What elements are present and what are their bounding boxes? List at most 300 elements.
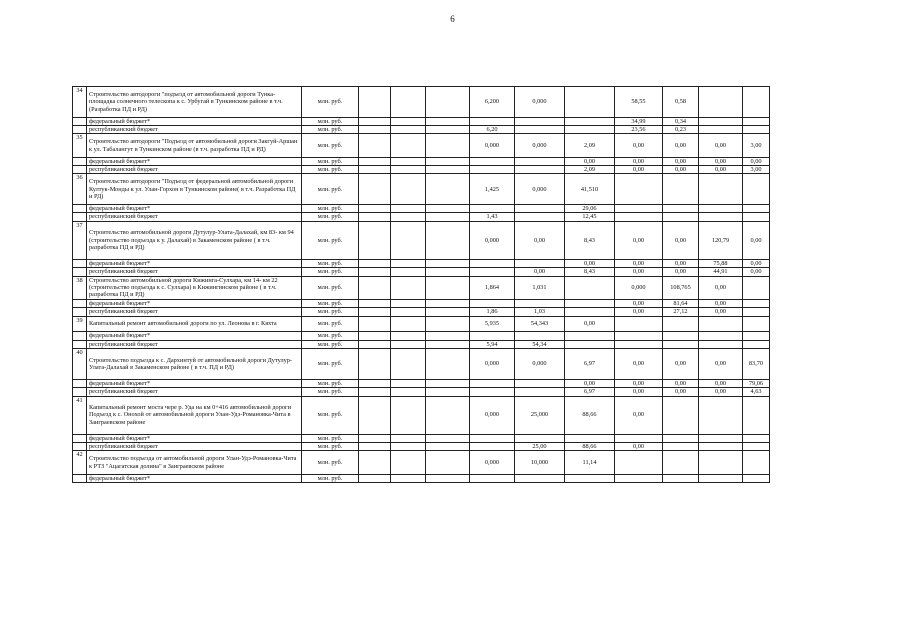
row-number-cell	[73, 117, 87, 125]
value-cell	[359, 434, 391, 442]
value-cell	[565, 434, 615, 442]
value-cell: 6,200	[470, 87, 515, 118]
value-cell	[615, 474, 663, 482]
value-cell	[615, 451, 663, 474]
value-cell: 88,66	[565, 443, 615, 451]
value-cell	[391, 157, 426, 165]
value-cell	[515, 205, 565, 213]
table-row-budget	[73, 166, 770, 174]
value-cell	[699, 396, 743, 434]
row-unit-cell: млн. руб.	[302, 388, 359, 396]
row-name-cell: Строительство подъезда к с. Дархинтуй от автомобильной дороги Дутулур-Улата-Далахай в Закаменском районе ( в т.ч. ПД и РД)	[87, 349, 302, 380]
value-cell	[359, 117, 391, 125]
table-row-project	[73, 349, 770, 380]
value-cell	[470, 299, 515, 307]
value-cell: 6,97	[565, 349, 615, 380]
value-cell: 10,000	[515, 451, 565, 474]
value-cell: 1,425	[470, 174, 515, 205]
table-row-project	[73, 87, 770, 118]
value-cell	[515, 388, 565, 396]
value-cell	[391, 259, 426, 267]
value-cell: 0,000	[515, 87, 565, 118]
value-cell	[615, 434, 663, 442]
value-cell	[470, 157, 515, 165]
table-row-project	[73, 451, 770, 474]
value-cell: 88,66	[565, 396, 615, 434]
value-cell: 0,00	[615, 349, 663, 380]
value-cell	[359, 308, 391, 316]
row-number-cell	[73, 388, 87, 396]
value-cell: 0,00	[663, 166, 699, 174]
row-number-cell: 42	[73, 451, 87, 474]
value-cell	[359, 134, 391, 157]
value-cell	[743, 276, 770, 299]
row-number-cell: 35	[73, 134, 87, 157]
row-name-cell: Строительство автодороги "Подъезд от федеральной автомобильной дороги Култук-Монды к ул. Улан-Горхон в Тункинском районе( в т.ч. Разработка ПД и РД)	[87, 174, 302, 205]
value-cell: 0,000	[515, 134, 565, 157]
value-cell: 0,00	[663, 388, 699, 396]
value-cell: 2,09	[565, 134, 615, 157]
value-cell	[663, 474, 699, 482]
value-cell	[391, 474, 426, 482]
value-cell: 0,23	[663, 126, 699, 134]
value-cell	[426, 340, 470, 348]
value-cell	[663, 316, 699, 332]
value-cell	[515, 379, 565, 387]
value-cell	[391, 396, 426, 434]
value-cell	[391, 340, 426, 348]
value-cell: 54,343	[515, 316, 565, 332]
value-cell: 6,20	[470, 126, 515, 134]
value-cell	[359, 332, 391, 340]
value-cell: 0,00	[699, 157, 743, 165]
value-cell: 27,12	[663, 308, 699, 316]
value-cell: 0,00	[615, 221, 663, 259]
value-cell	[470, 434, 515, 442]
row-name-cell: Строительство автодороги "Подъезд от автомобильной дороги Закгуй-Аршан к ул. Табалангут в Тункинском районе (в т.ч. разработка ПД и РД)	[87, 134, 302, 157]
row-name-cell: федеральный бюджет*	[87, 379, 302, 387]
value-cell: 0,00	[615, 443, 663, 451]
value-cell: 0,00	[699, 299, 743, 307]
value-cell	[565, 299, 615, 307]
value-cell	[391, 134, 426, 157]
value-cell: 1,86	[470, 308, 515, 316]
row-unit-cell: млн. руб.	[302, 205, 359, 213]
value-cell: 120,79	[699, 221, 743, 259]
value-cell	[359, 340, 391, 348]
value-cell	[699, 316, 743, 332]
row-name-cell: Строительство автодороги "подъезд от автомобильной дороги Тунка-площадка солнечного телескопа к с. Урбугай в Тункинском районе в т.ч. (Разработка ПД и РД)	[87, 87, 302, 118]
row-name-cell: Строительство автомобильной дороги Дутулур-Улата-Далахай, км 83- км 94 (строительство подъезда к у. Далахай) в Закаменском районе ( в т.ч. разработка ПД и РД)	[87, 221, 302, 259]
value-cell	[743, 443, 770, 451]
value-cell	[663, 332, 699, 340]
value-cell	[470, 388, 515, 396]
table-row-budget	[73, 443, 770, 451]
value-cell: 0,000	[515, 174, 565, 205]
value-cell: 12,45	[565, 213, 615, 221]
value-cell	[426, 134, 470, 157]
row-number-cell: 39	[73, 316, 87, 332]
row-unit-cell: млн. руб.	[302, 443, 359, 451]
row-unit-cell: млн. руб.	[302, 276, 359, 299]
value-cell	[391, 332, 426, 340]
table-row-budget	[73, 340, 770, 348]
row-number-cell: 38	[73, 276, 87, 299]
value-cell	[426, 87, 470, 118]
row-number-cell: 41	[73, 396, 87, 434]
value-cell: 0,00	[615, 166, 663, 174]
row-number-cell	[73, 299, 87, 307]
value-cell: 0,000	[470, 349, 515, 380]
value-cell	[565, 332, 615, 340]
value-cell: 25,000	[515, 396, 565, 434]
value-cell	[615, 213, 663, 221]
value-cell: 0,00	[615, 259, 663, 267]
value-cell	[426, 213, 470, 221]
value-cell	[743, 451, 770, 474]
row-unit-cell: млн. руб.	[302, 134, 359, 157]
value-cell	[391, 388, 426, 396]
value-cell	[359, 388, 391, 396]
row-number-cell	[73, 332, 87, 340]
value-cell	[391, 205, 426, 213]
row-name-cell: республиканский бюджет	[87, 340, 302, 348]
value-cell	[359, 221, 391, 259]
row-number-cell	[73, 443, 87, 451]
value-cell: 0,00	[615, 388, 663, 396]
value-cell	[359, 166, 391, 174]
row-number-cell	[73, 157, 87, 165]
table-row-budget	[73, 308, 770, 316]
row-unit-cell: млн. руб.	[302, 299, 359, 307]
value-cell	[391, 87, 426, 118]
value-cell: 0,000	[470, 396, 515, 434]
table-row-budget	[73, 379, 770, 387]
value-cell: 5,935	[470, 316, 515, 332]
row-unit-cell: млн. руб.	[302, 117, 359, 125]
row-name-cell: федеральный бюджет*	[87, 434, 302, 442]
table-row-budget	[73, 299, 770, 307]
value-cell	[515, 474, 565, 482]
value-cell: 0,00	[615, 268, 663, 276]
row-unit-cell: млн. руб.	[302, 87, 359, 118]
value-cell	[743, 396, 770, 434]
row-number-cell: 34	[73, 87, 87, 118]
row-name-cell: республиканский бюджет	[87, 268, 302, 276]
value-cell	[699, 126, 743, 134]
row-unit-cell: млн. руб.	[302, 379, 359, 387]
value-cell	[426, 316, 470, 332]
table-row-budget	[73, 434, 770, 442]
table-row-project	[73, 134, 770, 157]
value-cell	[359, 276, 391, 299]
row-unit-cell: млн. руб.	[302, 349, 359, 380]
value-cell	[426, 259, 470, 267]
row-number-cell	[73, 434, 87, 442]
value-cell	[391, 308, 426, 316]
value-cell: 0,00	[565, 259, 615, 267]
value-cell	[743, 205, 770, 213]
value-cell	[615, 174, 663, 205]
row-name-cell: федеральный бюджет*	[87, 332, 302, 340]
value-cell	[359, 213, 391, 221]
value-cell: 0,00	[615, 308, 663, 316]
value-cell	[663, 205, 699, 213]
value-cell	[699, 340, 743, 348]
value-cell	[426, 349, 470, 380]
value-cell: 75,88	[699, 259, 743, 267]
value-cell: 0,00	[699, 134, 743, 157]
row-number-cell	[73, 126, 87, 134]
row-unit-cell: млн. руб.	[302, 259, 359, 267]
value-cell: 0,00	[663, 157, 699, 165]
row-number-cell	[73, 259, 87, 267]
value-cell	[743, 117, 770, 125]
value-cell: 4,63	[743, 388, 770, 396]
value-cell	[391, 379, 426, 387]
row-number-cell	[73, 205, 87, 213]
table-row-project	[73, 221, 770, 259]
value-cell	[743, 213, 770, 221]
value-cell	[391, 174, 426, 205]
value-cell	[359, 299, 391, 307]
value-cell: 0,00	[699, 379, 743, 387]
value-cell	[699, 87, 743, 118]
row-unit-cell: млн. руб.	[302, 451, 359, 474]
table-row-project	[73, 174, 770, 205]
value-cell	[426, 379, 470, 387]
value-cell: 58,55	[615, 87, 663, 118]
value-cell	[391, 221, 426, 259]
value-cell	[515, 166, 565, 174]
value-cell	[699, 205, 743, 213]
row-unit-cell: млн. руб.	[302, 434, 359, 442]
value-cell: 2,09	[565, 166, 615, 174]
value-cell: 44,91	[699, 268, 743, 276]
row-name-cell: республиканский бюджет	[87, 166, 302, 174]
value-cell	[470, 332, 515, 340]
value-cell	[426, 299, 470, 307]
value-cell	[743, 87, 770, 118]
value-cell: 25,00	[515, 443, 565, 451]
value-cell	[470, 443, 515, 451]
table-row-project	[73, 396, 770, 434]
value-cell	[426, 174, 470, 205]
value-cell	[743, 299, 770, 307]
value-cell	[515, 259, 565, 267]
value-cell	[470, 117, 515, 125]
value-cell	[426, 166, 470, 174]
value-cell	[359, 157, 391, 165]
value-cell	[426, 205, 470, 213]
value-cell: 0,00	[565, 157, 615, 165]
value-cell	[743, 316, 770, 332]
value-cell	[426, 332, 470, 340]
value-cell: 0,34	[663, 117, 699, 125]
value-cell: 0,00	[663, 268, 699, 276]
row-number-cell	[73, 166, 87, 174]
value-cell: 0,00	[663, 379, 699, 387]
table-row-budget	[73, 205, 770, 213]
value-cell	[615, 340, 663, 348]
table-row-budget	[73, 388, 770, 396]
value-cell	[426, 388, 470, 396]
value-cell	[470, 259, 515, 267]
row-name-cell: федеральный бюджет*	[87, 259, 302, 267]
value-cell	[391, 126, 426, 134]
value-cell: 0,00	[615, 379, 663, 387]
value-cell	[663, 451, 699, 474]
value-cell	[699, 332, 743, 340]
table-row-budget	[73, 474, 770, 482]
row-unit-cell: млн. руб.	[302, 174, 359, 205]
row-unit-cell: млн. руб.	[302, 166, 359, 174]
row-unit-cell: млн. руб.	[302, 316, 359, 332]
value-cell: 8,43	[565, 221, 615, 259]
value-cell	[565, 474, 615, 482]
value-cell	[426, 117, 470, 125]
value-cell	[743, 340, 770, 348]
row-name-cell: республиканский бюджет	[87, 126, 302, 134]
value-cell	[699, 451, 743, 474]
value-cell: 83,70	[743, 349, 770, 380]
value-cell	[743, 308, 770, 316]
value-cell	[743, 474, 770, 482]
value-cell	[426, 396, 470, 434]
value-cell	[426, 276, 470, 299]
value-cell: 29,06	[565, 205, 615, 213]
value-cell: 0,00	[743, 268, 770, 276]
value-cell: 6,97	[565, 388, 615, 396]
row-unit-cell: млн. руб.	[302, 126, 359, 134]
value-cell	[743, 174, 770, 205]
value-cell: 8,43	[565, 268, 615, 276]
value-cell	[426, 221, 470, 259]
value-cell	[391, 451, 426, 474]
value-cell: 1,03	[515, 308, 565, 316]
value-cell: 0,00	[663, 134, 699, 157]
value-cell	[565, 126, 615, 134]
value-cell: 0,00	[743, 221, 770, 259]
value-cell	[565, 117, 615, 125]
value-cell	[743, 434, 770, 442]
value-cell: 41,510	[565, 174, 615, 205]
value-cell	[359, 349, 391, 380]
value-cell	[565, 308, 615, 316]
value-cell	[743, 126, 770, 134]
value-cell	[663, 213, 699, 221]
budget-table	[72, 86, 770, 483]
value-cell: 1,43	[470, 213, 515, 221]
value-cell	[699, 434, 743, 442]
value-cell	[426, 443, 470, 451]
value-cell: 0,000	[515, 349, 565, 380]
value-cell	[663, 443, 699, 451]
row-number-cell: 37	[73, 221, 87, 259]
value-cell	[391, 268, 426, 276]
row-number-cell	[73, 213, 87, 221]
row-number-cell: 36	[73, 174, 87, 205]
value-cell: 3,00	[743, 134, 770, 157]
value-cell	[391, 349, 426, 380]
value-cell	[391, 443, 426, 451]
row-name-cell: республиканский бюджет	[87, 443, 302, 451]
value-cell	[391, 166, 426, 174]
row-name-cell: федеральный бюджет*	[87, 474, 302, 482]
row-name-cell: республиканский бюджет	[87, 308, 302, 316]
value-cell	[515, 332, 565, 340]
value-cell	[663, 434, 699, 442]
row-number-cell	[73, 474, 87, 482]
row-unit-cell: млн. руб.	[302, 340, 359, 348]
row-name-cell: республиканский бюджет	[87, 213, 302, 221]
value-cell	[391, 117, 426, 125]
value-cell	[615, 316, 663, 332]
value-cell	[565, 276, 615, 299]
table-row-budget	[73, 117, 770, 125]
value-cell: 0,00	[615, 134, 663, 157]
value-cell: 0,00	[615, 299, 663, 307]
value-cell: 3,00	[743, 166, 770, 174]
row-number-cell	[73, 308, 87, 316]
value-cell: 0,00	[699, 388, 743, 396]
value-cell	[359, 268, 391, 276]
page-number: 6	[450, 14, 455, 24]
row-unit-cell: млн. руб.	[302, 396, 359, 434]
value-cell	[515, 117, 565, 125]
value-cell	[663, 174, 699, 205]
row-unit-cell: млн. руб.	[302, 213, 359, 221]
value-cell	[470, 166, 515, 174]
value-cell	[359, 316, 391, 332]
value-cell	[359, 259, 391, 267]
value-cell	[359, 443, 391, 451]
row-number-cell	[73, 340, 87, 348]
value-cell	[426, 474, 470, 482]
value-cell	[663, 340, 699, 348]
value-cell: 0,00	[663, 221, 699, 259]
value-cell	[359, 451, 391, 474]
value-cell	[391, 213, 426, 221]
value-cell	[515, 213, 565, 221]
value-cell	[359, 205, 391, 213]
value-cell: 0,00	[565, 316, 615, 332]
value-cell: 0,00	[615, 157, 663, 165]
value-cell	[565, 340, 615, 348]
row-unit-cell: млн. руб.	[302, 157, 359, 165]
row-unit-cell: млн. руб.	[302, 221, 359, 259]
value-cell	[515, 126, 565, 134]
row-name-cell: республиканский бюджет	[87, 388, 302, 396]
row-number-cell	[73, 379, 87, 387]
value-cell	[699, 174, 743, 205]
value-cell	[565, 87, 615, 118]
value-cell: 0,000	[470, 451, 515, 474]
row-name-cell: федеральный бюджет*	[87, 205, 302, 213]
value-cell: 0,00	[515, 221, 565, 259]
value-cell	[699, 213, 743, 221]
value-cell: 0,00	[743, 157, 770, 165]
value-cell	[615, 332, 663, 340]
value-cell	[426, 126, 470, 134]
value-cell: 54,34	[515, 340, 565, 348]
row-unit-cell: млн. руб.	[302, 474, 359, 482]
row-name-cell: Капитальный ремонт моста чере р. Уда на км 0+416 автомобильной дороги Подъезд к с. Онохой от автомобильной дороги Улан-Удэ-Романовка-Чита в Заиграевском районе	[87, 396, 302, 434]
table-row-budget	[73, 157, 770, 165]
value-cell	[391, 276, 426, 299]
value-cell: 79,06	[743, 379, 770, 387]
row-number-cell	[73, 268, 87, 276]
